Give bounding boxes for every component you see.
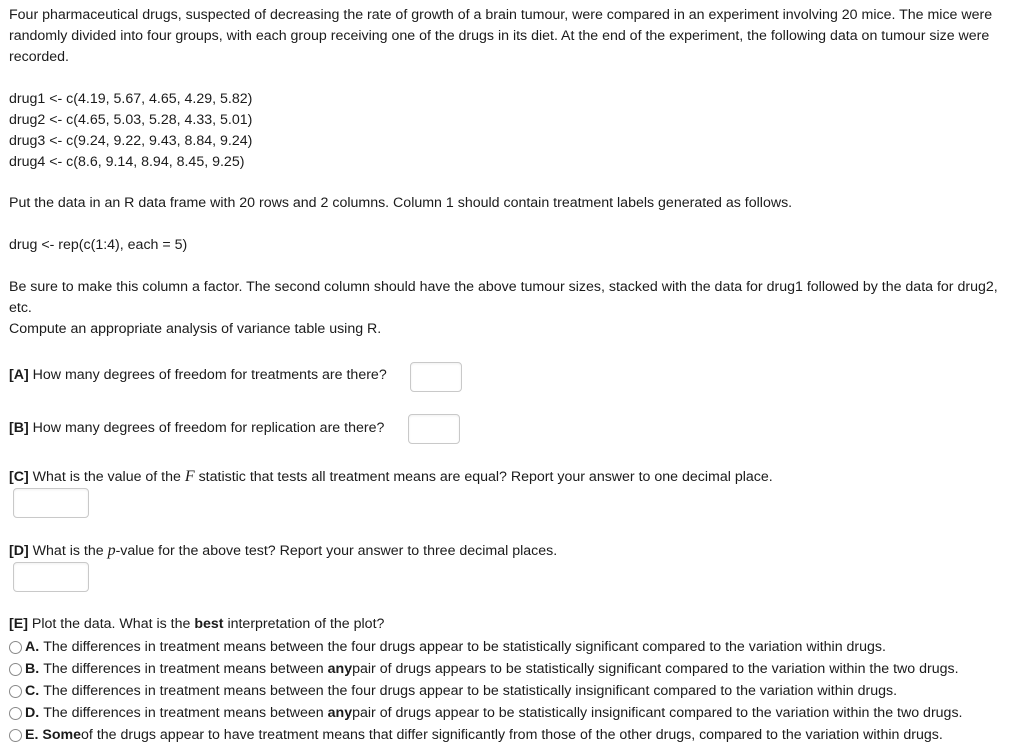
option-e-radio[interactable] [9,729,22,742]
question-e-pre: Plot the data. What is the [27,616,195,632]
data-code-block [9,89,1016,173]
option-c[interactable] [9,680,1020,702]
code-line-drug2: drug2 <- c(4.65, 5.03, 5.28, 4.33, 5.01) [9,112,253,128]
question-e-label: [E] [9,616,28,632]
option-a-text: The differences in treatment means between the four drugs appear to be statistically significant compared to the variation within drugs. [43,639,886,655]
question-c [9,466,1016,488]
question-b [9,418,1016,439]
option-e-letter: E. [25,727,39,743]
code-line-rep: drug <- rep(c(1:4), each = 5) [9,237,188,253]
option-d-emph: any [327,705,353,721]
option-b-emph: any [327,661,353,677]
option-e[interactable] [9,724,1020,746]
f-statistic-symbol: F [184,468,195,485]
p-value-symbol: p [107,542,116,559]
question-e [9,614,1016,635]
code-line-drug4: drug4 <- c(8.6, 9.14, 8.94, 8.45, 9.25) [9,154,245,170]
option-d[interactable] [9,702,1020,724]
option-b[interactable] [9,658,1020,680]
option-a-letter: A. [25,639,40,655]
question-c-pre: What is the value of the [28,469,185,485]
factor-instruction: Be sure to make this column a factor. The second column should have the above tumour sizes, stacked with the data for drug1 followed by the data for drug2, etc. [9,279,998,316]
option-e-emph: Some [42,727,82,743]
option-b-letter: B. [25,661,40,677]
option-c-letter: C. [25,683,40,699]
answer-c-input[interactable] [13,488,89,518]
option-d-text-pre: The differences in treatment means between [43,705,324,721]
question-b-text: How many degrees of freedom for replication are there? [28,420,385,436]
option-c-text: The differences in treatment means between the four drugs appear to be statistically insignificant compared to the variation within drugs. [43,683,898,699]
anova-instruction: Compute an appropriate analysis of variance table using R. [9,321,382,337]
option-d-text-post: pair of drugs appear to be statistically insignificant compared to the variation within the two drugs. [352,705,963,721]
answer-a-input[interactable] [410,362,462,392]
question-d [9,540,1016,562]
answer-d-input[interactable] [13,562,89,592]
frame-instruction: Put the data in an R data frame with 20 rows and 2 columns. Column 1 should contain treatment labels generated as follows. [9,195,793,211]
question-e-post: interpretation of the plot? [223,616,385,632]
option-d-letter: D. [25,705,40,721]
question-e-emph: best [194,616,224,632]
question-a-text: How many degrees of freedom for treatments are there? [28,367,387,383]
question-d-pre: What is the [28,543,108,559]
question-d-label: [D] [9,543,29,559]
question-a-label: [A] [9,367,29,383]
option-e-text-post: of the drugs appear to have treatment means that differ significantly from those of the other drugs, compared to the variation within drugs. [81,727,943,743]
option-b-radio[interactable] [9,663,22,676]
option-b-text-pre: The differences in treatment means between [43,661,324,677]
answer-b-input[interactable] [408,414,460,444]
intro-paragraph: Four pharmaceutical drugs, suspected of decreasing the rate of growth of a brain tumour, were compared in an experiment involving 20 mice. The mice were randomly divided into four groups, with each group receiving one of the drugs in its diet. At the end of the experiment, the following data on tumour size were recorded. [9,7,993,65]
option-b-text-post: pair of drugs appears to be statistically significant compared to the variation within the two drugs. [352,661,959,677]
question-a [9,365,1016,386]
code-line-drug1: drug1 <- c(4.19, 5.67, 4.65, 4.29, 5.82) [9,91,253,107]
question-b-label: [B] [9,420,29,436]
option-c-radio[interactable] [9,685,22,698]
option-d-radio[interactable] [9,707,22,720]
question-c-label: [C] [9,469,29,485]
question-d-post: -value for the above test? Report your answer to three decimal places. [115,543,558,559]
question-c-post: statistic that tests all treatment means are equal? Report your answer to one decimal place. [194,469,773,485]
code-line-drug3: drug3 <- c(9.24, 9.22, 9.43, 8.84, 9.24) [9,133,253,149]
option-a-radio[interactable] [9,641,22,654]
option-a[interactable] [9,636,1020,658]
